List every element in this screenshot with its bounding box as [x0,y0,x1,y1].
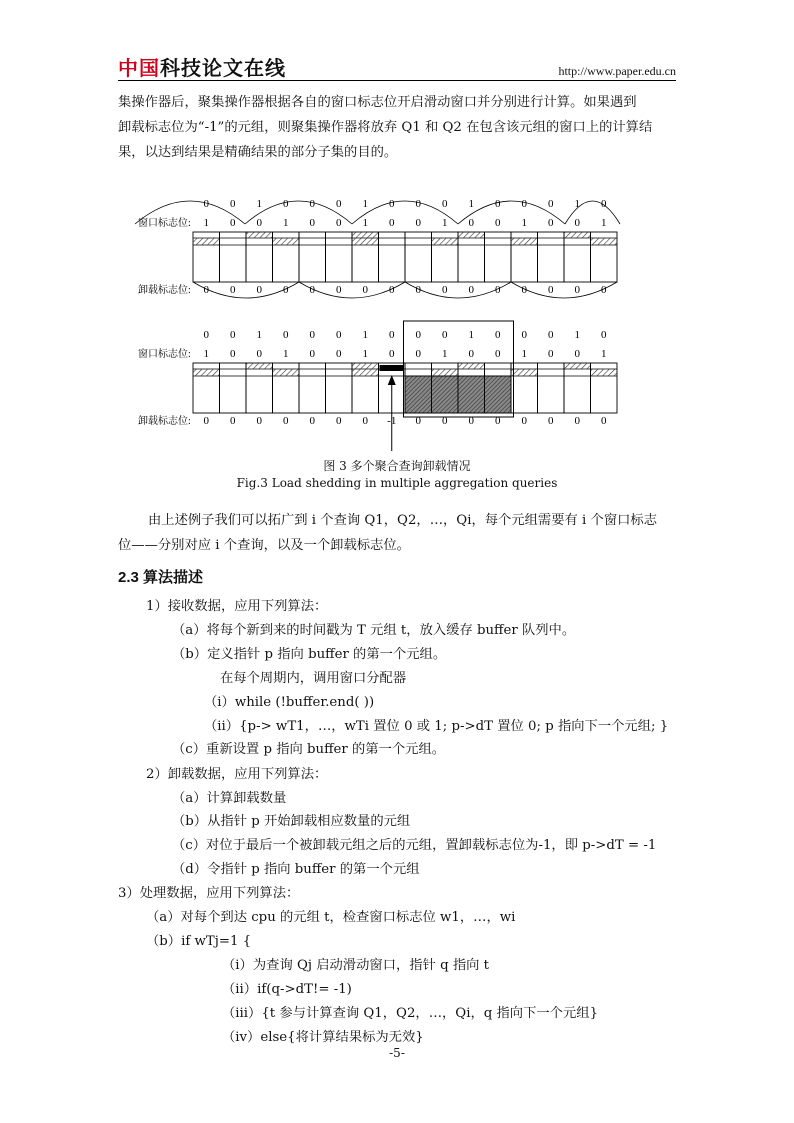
window-bit-a: 0 [336,329,342,341]
window-bit-a: 1 [468,198,474,210]
hatched-flag [352,238,379,245]
shed-bit: 0 [309,284,315,296]
window-bit-a: 0 [442,198,448,210]
window-bit-b: 0 [574,217,580,229]
shed-bit: 0 [415,284,421,296]
shed-bit: 0 [336,284,342,296]
window-bit-b: 0 [230,348,236,360]
invalid-region [432,376,459,413]
tuple-cell [299,232,326,282]
algo-line: （c）对位于最后一个被卸载元组之后的元组，置卸载标志位为-1，即 p->dT = -1 [172,838,657,853]
shed-bit: 0 [256,284,262,296]
invalid-region [405,376,432,413]
shed-bit: 0 [230,415,236,427]
shed-bit: 0 [495,415,501,427]
hatched-flag [352,232,379,238]
window-bit-b: 0 [468,217,474,229]
window-bit-b: 0 [574,348,580,360]
window-bit-b: 0 [495,348,501,360]
shed-bit: 0 [468,415,474,427]
window-bit-b: 0 [309,217,315,229]
window-bit-a: 0 [442,329,448,341]
shed-bit: 0 [601,415,607,427]
window-bit-b: 0 [309,348,315,360]
shed-bit: 0 [574,284,580,296]
window-bit-b: 1 [283,348,289,360]
algo-line: （ii）{p-> wT1，…，wTi 置位 0 或 1; p->dT 置位 0; p 指向下一个元组; } [204,719,669,734]
algo-line: 1）接收数据，应用下列算法： [146,599,328,614]
window-bit-a: 0 [336,198,342,210]
window-bit-a: 0 [495,198,501,210]
tuple-cell [326,363,353,413]
shed-bit: -1 [387,415,397,427]
logo-red-text: 中国 [118,56,160,80]
tuple-cell [538,232,565,282]
hatched-flag [564,232,591,238]
algo-line: （b）从指针 p 开始卸载相应数量的元组 [172,814,411,829]
window-bit-a: 0 [283,198,289,210]
shed-bit: 0 [309,415,315,427]
window-bit-a: 0 [415,198,421,210]
algo-line: （c）重新设置 p 指向 buffer 的第一个元组。 [172,742,446,757]
window-bit-b: 0 [256,217,262,229]
tuple-cell [564,363,591,413]
hatched-flag [458,232,485,238]
figure-caption-cn: 图 3 多个聚合查询卸载情况 [323,459,471,473]
window-bit-b: 1 [203,217,209,229]
hatched-flag [564,363,591,369]
logo-black-text: 科技论文在线 [160,56,286,80]
window-bit-a: 1 [574,198,580,210]
shed-bit: 0 [362,415,368,427]
window-bit-a: 0 [548,329,554,341]
window-bit-a: 0 [389,198,395,210]
intro-line-2: 卸载标志位为“-1”的元组，则聚集操作器将放弃 Q1 和 Q2 在包含该元组的窗口上的计算结 [118,120,653,135]
window-bit-b: 0 [468,348,474,360]
window-bit-b: 1 [601,217,607,229]
hatched-flag [352,363,379,369]
window-bit-b: 0 [548,348,554,360]
arrow-head [388,375,396,385]
section-title: 2.3 算法描述 [118,569,204,586]
window-bit-b: 1 [521,348,527,360]
tuple-cell [485,232,512,282]
tuple-cell [379,232,406,282]
window-bit-b: 1 [203,348,209,360]
window-bit-b: 1 [442,348,448,360]
window-bit-a: 0 [548,198,554,210]
window-bit-a: 1 [256,329,262,341]
window-bit-b: 0 [336,217,342,229]
window-bit-b: 1 [442,217,448,229]
algo-line: （b）if wTj=1 { [146,934,252,949]
shed-bit: 0 [521,284,527,296]
invalid-region [458,376,485,413]
algo-line: （iv）else{将计算结果标为无效} [222,1030,424,1045]
algo-line: （a）对每个到达 cpu 的元组 t，检查窗口标志位 w1，…，wi [146,910,516,925]
shed-bit: 0 [230,284,236,296]
shed-bit: 0 [495,284,501,296]
algo-line: 3）处理数据，应用下列算法： [118,886,300,901]
page-number: -5- [389,1046,405,1060]
algo-line: （i）为查询 Qj 启动滑动窗口，指针 q 指向 t [222,958,490,973]
tuple-cell [458,232,485,282]
window-bit-a: 1 [256,198,262,210]
algo-line: 2）卸载数据，应用下列算法： [146,767,328,782]
hatched-flag [193,238,220,245]
shed-bit: 0 [601,284,607,296]
window-bit-a: 0 [309,198,315,210]
shed-bit: 0 [283,415,289,427]
hatched-flag [352,369,379,376]
header-rule [118,80,676,81]
site-logo [118,52,286,81]
shed-flag-label: 卸载标志位: [138,416,191,427]
header-url[interactable]: http://www.paper.edu.cn [558,64,676,78]
shed-flag-label: 卸载标志位: [138,285,191,296]
algo-line: 在每个周期内，调用窗口分配器 [220,671,407,686]
intro-line-1: 集操作器后，聚集操作器根据各自的窗口标志位开启滑动窗口并分别进行计算。如果遇到 [118,95,637,110]
shed-bit: 0 [442,415,448,427]
window-bit-a: 0 [230,198,236,210]
window-bit-b: 0 [256,348,262,360]
algo-line: （i）while (!buffer.end( )) [204,695,375,710]
window-bit-b: 1 [521,217,527,229]
tuple-cell [405,232,432,282]
hatched-flag [591,238,618,245]
hatched-flag [591,369,618,376]
window-bit-a: 0 [601,198,607,210]
shed-bit: 0 [362,284,368,296]
hatched-flag [246,363,273,369]
window-bit-b: 0 [495,217,501,229]
shed-bit: 0 [548,415,554,427]
shed-bit: 0 [548,284,554,296]
shed-bit: 0 [415,415,421,427]
window-bit-b: 1 [362,348,368,360]
tuple-cell [564,232,591,282]
hatched-flag [511,369,538,376]
invalid-region [485,376,512,413]
para2-line-2: 位——分别对应 i 个查询，以及一个卸载标志位。 [118,538,410,553]
window-arc-upper [565,201,620,224]
tuple-cell [246,363,273,413]
window-bit-b: 0 [548,217,554,229]
hatched-flag [432,238,459,245]
window-bit-a: 0 [495,329,501,341]
shed-marker [380,365,405,371]
hatched-flag [458,363,485,369]
window-bit-b: 0 [415,348,421,360]
intro-line-3: 果，以达到结果是精确结果的部分子集的目的。 [118,145,398,160]
hatched-flag [273,238,300,245]
window-bit-a: 0 [309,329,315,341]
window-bit-b: 0 [336,348,342,360]
window-bit-b: 1 [601,348,607,360]
tuple-cell [220,363,247,413]
window-bit-b: 1 [362,217,368,229]
shed-bit: 0 [389,284,395,296]
window-bit-a: 0 [521,329,527,341]
tuple-cell [220,232,247,282]
para2-line-1: 由上述例子我们可以拓广到 i 个查询 Q1，Q2，…，Qi，每个元组需要有 i 个窗口标志 [148,513,658,528]
shed-bit: 0 [442,284,448,296]
shed-bit: 0 [574,415,580,427]
window-bit-a: 0 [283,329,289,341]
shed-bit: 0 [283,284,289,296]
window-bit-a: 0 [230,329,236,341]
window-bit-a: 1 [362,329,368,341]
tuple-cell [538,363,565,413]
window-bit-a: 0 [389,329,395,341]
window-bit-a: 0 [415,329,421,341]
algo-line: （d）令指针 p 指向 buffer 的第一个元组 [172,862,420,877]
tuple-cell [246,232,273,282]
window-bit-b: 0 [230,217,236,229]
algo-line: （iii）{t 参与计算查询 Q1，Q2，…，Qi，q 指向下一个元组} [222,1006,599,1021]
algo-line: （ii）if(q->dT!= -1) [222,982,352,997]
window-bit-a: 0 [521,198,527,210]
window-bit-a: 0 [203,329,209,341]
shed-bit: 0 [336,415,342,427]
tuple-cell [326,232,353,282]
shed-bit: 0 [203,415,209,427]
window-flag-label: 窗口标志位: [138,349,191,360]
figure-3-diagram [0,186,794,486]
hatched-flag [246,232,273,238]
window-bit-a: 1 [574,329,580,341]
window-bit-b: 0 [389,217,395,229]
figure-caption-en: Fig.3 Load shedding in multiple aggregation queries [236,476,558,490]
shed-bit: 0 [256,415,262,427]
shed-bit: 0 [203,284,209,296]
algo-line: （a）将每个新到来的时间戳为 T 元组 t，放入缓存 buffer 队列中。 [172,623,576,638]
window-flag-label: 窗口标志位: [138,218,191,229]
window-bit-a: 1 [362,198,368,210]
hatched-flag [193,369,220,376]
window-bit-a: 0 [601,329,607,341]
window-bit-b: 1 [283,217,289,229]
window-bit-b: 0 [415,217,421,229]
shed-bit: 0 [521,415,527,427]
window-bit-a: 1 [468,329,474,341]
hatched-flag [511,238,538,245]
window-bit-b: 0 [389,348,395,360]
algo-line: （b）定义指针 p 指向 buffer 的第一个元组。 [172,647,447,662]
algo-line: （a）计算卸载数量 [172,791,287,806]
hatched-flag [432,369,459,376]
hatched-flag [273,369,300,376]
tuple-cell [299,363,326,413]
shed-bit: 0 [468,284,474,296]
window-bit-a: 0 [203,198,209,210]
